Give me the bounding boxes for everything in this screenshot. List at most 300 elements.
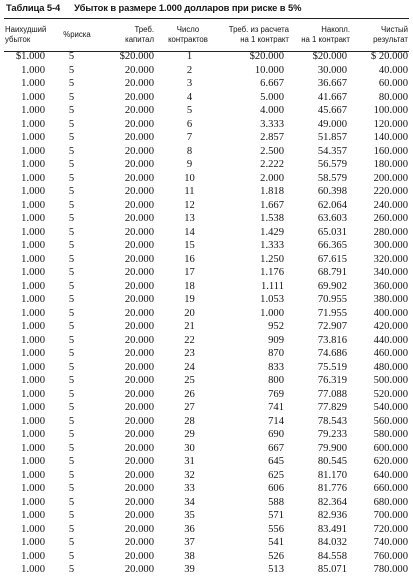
cell-contracts: 37 <box>184 537 195 548</box>
cell-net: 320.000 <box>373 253 408 265</box>
cell-accumulated: 75.519 <box>317 361 347 373</box>
cell-accumulated: 65.031 <box>317 226 347 238</box>
table-row <box>4 320 409 334</box>
cell-net: 760.000 <box>373 550 408 562</box>
cell-risk: 5 <box>68 321 75 332</box>
cell-capital: 20.000 <box>124 199 154 211</box>
cell-per-contract: 1.000 <box>260 307 284 319</box>
cell-per-contract: 909 <box>268 334 284 346</box>
cell-net: 720.000 <box>373 523 408 535</box>
cell-net: 360.000 <box>373 280 408 292</box>
cell-contracts: 28 <box>184 415 195 427</box>
cell-capital: 20.000 <box>124 510 154 521</box>
cell-risk: 5 <box>68 186 75 197</box>
cell-net: 740.000 <box>373 537 408 548</box>
cell-contracts: 15 <box>184 240 195 251</box>
cell-capital: 20.000 <box>124 388 154 400</box>
cell-capital: 20.000 <box>124 348 154 359</box>
table-row <box>4 469 409 483</box>
cell-contracts: 3 <box>186 78 193 89</box>
cell-per-contract: 526 <box>268 550 284 562</box>
cell-contracts: 32 <box>184 469 195 481</box>
table-row <box>4 118 409 132</box>
cell-accumulated: 82.364 <box>317 496 347 508</box>
cell-capital: 20.000 <box>124 334 154 346</box>
cell-loss: 1.000 <box>21 442 45 454</box>
table-row <box>4 77 409 91</box>
table-row <box>4 307 409 321</box>
cell-capital: 20.000 <box>124 456 154 467</box>
cell-loss: 1.000 <box>21 253 45 265</box>
cell-loss: 1.000 <box>21 564 45 575</box>
cell-contracts: 8 <box>186 145 193 157</box>
cell-capital: 20.000 <box>124 375 154 386</box>
cell-risk: 5 <box>68 172 75 184</box>
cell-per-contract: 625 <box>268 469 284 481</box>
cell-accumulated: 80.545 <box>317 456 347 467</box>
cell-per-contract: 1.250 <box>260 253 284 265</box>
cell-capital: 20.000 <box>124 280 154 292</box>
table-row <box>4 91 409 105</box>
cell-net: 640.000 <box>373 469 408 481</box>
cell-per-contract: 952 <box>268 321 284 332</box>
cell-net: 260.000 <box>373 213 408 224</box>
cell-capital: 20.000 <box>124 415 154 427</box>
cell-capital: 20.000 <box>124 78 154 89</box>
cell-risk: 5 <box>68 51 75 62</box>
cell-accumulated: 49.000 <box>317 118 347 130</box>
cell-accumulated: 85.071 <box>317 564 347 575</box>
cell-risk: 5 <box>68 118 75 130</box>
cell-loss: 1.000 <box>21 537 45 548</box>
cell-loss: 1.000 <box>21 186 45 197</box>
table-body <box>4 50 409 577</box>
table-row <box>4 64 409 78</box>
table-row <box>4 266 409 280</box>
cell-per-contract: 3.333 <box>260 118 284 130</box>
table-row <box>4 482 409 496</box>
cell-accumulated: 78.543 <box>317 415 347 427</box>
cell-per-contract: 1.053 <box>260 294 284 305</box>
cell-risk: 5 <box>68 213 75 224</box>
cell-net: 160.000 <box>373 145 408 157</box>
cell-contracts: 12 <box>184 199 195 211</box>
cell-accumulated: 81.776 <box>317 483 347 494</box>
cell-accumulated: 51.857 <box>317 132 347 143</box>
cell-loss: 1.000 <box>21 118 45 130</box>
cell-capital: 20.000 <box>124 469 154 481</box>
cell-loss: 1.000 <box>21 78 45 89</box>
cell-capital: 20.000 <box>124 483 154 494</box>
cell-risk: 5 <box>68 145 75 157</box>
cell-risk: 5 <box>68 442 75 454</box>
cell-net: 680.000 <box>373 496 408 508</box>
cell-per-contract: 606 <box>268 483 284 494</box>
cell-loss: 1.000 <box>21 280 45 292</box>
cell-accumulated: 58.579 <box>317 172 347 184</box>
cell-contracts: 36 <box>184 523 195 535</box>
cell-risk: 5 <box>68 105 75 116</box>
cell-per-contract: 2.857 <box>260 132 284 143</box>
cell-capital: 20.000 <box>124 118 154 130</box>
cell-accumulated: 56.579 <box>317 159 347 170</box>
cell-risk: 5 <box>68 199 75 211</box>
table-title: Убыток в размере 1.000 долларов при риске в 5% <box>74 2 302 13</box>
cell-capital: 20.000 <box>124 159 154 170</box>
cell-risk: 5 <box>68 375 75 386</box>
cell-risk: 5 <box>68 64 75 76</box>
cell-accumulated: 82.936 <box>317 510 347 521</box>
cell-accumulated: 66.365 <box>317 240 347 251</box>
cell-accumulated: 60.398 <box>317 186 347 197</box>
table-row <box>4 226 409 240</box>
cell-accumulated: $20.000 <box>312 51 347 62</box>
cell-contracts: 33 <box>184 483 195 494</box>
table-row <box>4 415 409 429</box>
cell-accumulated: 76.319 <box>317 375 347 386</box>
cell-contracts: 27 <box>184 402 195 413</box>
cell-contracts: 23 <box>184 348 195 359</box>
cell-accumulated: 62.064 <box>317 199 347 211</box>
table-row <box>4 509 409 523</box>
table-caption <box>6 2 301 16</box>
cell-contracts: 4 <box>186 91 193 103</box>
cell-net: 620.000 <box>373 456 408 467</box>
cell-per-contract: 1.429 <box>260 226 284 238</box>
cell-capital: 20.000 <box>124 321 154 332</box>
cell-loss: 1.000 <box>21 145 45 157</box>
cell-contracts: 35 <box>184 510 195 521</box>
cell-risk: 5 <box>68 415 75 427</box>
cell-loss: 1.000 <box>21 91 45 103</box>
cell-per-contract: 588 <box>268 496 284 508</box>
cell-risk: 5 <box>68 91 75 103</box>
cell-per-contract: 833 <box>268 361 284 373</box>
cell-per-contract: $20.000 <box>249 51 284 62</box>
cell-per-contract: 690 <box>268 429 284 440</box>
cell-net: 140.000 <box>373 132 408 143</box>
cell-loss: 1.000 <box>21 402 45 413</box>
top-rule <box>4 18 409 19</box>
cell-capital: 20.000 <box>124 253 154 265</box>
table-header <box>4 20 409 50</box>
cell-net: 660.000 <box>373 483 408 494</box>
cell-per-contract: 571 <box>268 510 284 521</box>
cell-capital: 20.000 <box>124 145 154 157</box>
risk-table <box>4 20 409 577</box>
cell-contracts: 18 <box>184 280 195 292</box>
table-row <box>4 563 409 577</box>
cell-loss: 1.000 <box>21 240 45 251</box>
table-row <box>4 172 409 186</box>
cell-risk: 5 <box>68 307 75 319</box>
cell-loss: 1.000 <box>21 550 45 562</box>
cell-risk: 5 <box>68 483 75 494</box>
cell-accumulated: 54.357 <box>317 145 347 157</box>
cell-risk: 5 <box>68 267 75 278</box>
cell-capital: 20.000 <box>124 294 154 305</box>
cell-net: 600.000 <box>373 442 408 454</box>
cell-risk: 5 <box>68 334 75 346</box>
cell-risk: 5 <box>68 496 75 508</box>
cell-contracts: 25 <box>184 375 195 386</box>
cell-net: 580.000 <box>373 429 408 440</box>
cell-contracts: 17 <box>184 267 195 278</box>
cell-accumulated: 68.791 <box>317 267 347 278</box>
table-row <box>4 239 409 253</box>
cell-net: 400.000 <box>373 307 408 319</box>
cell-contracts: 24 <box>184 361 195 373</box>
cell-capital: 20.000 <box>124 132 154 143</box>
cell-capital: 20.000 <box>124 496 154 508</box>
cell-risk: 5 <box>68 537 75 548</box>
cell-loss: 1.000 <box>21 159 45 170</box>
cell-loss: 1.000 <box>21 321 45 332</box>
cell-per-contract: 513 <box>268 564 284 575</box>
cell-accumulated: 74.686 <box>317 348 347 359</box>
cell-risk: 5 <box>68 78 75 89</box>
cell-loss: 1.000 <box>21 375 45 386</box>
table-row <box>4 253 409 267</box>
cell-loss: 1.000 <box>21 483 45 494</box>
cell-loss: 1.000 <box>21 469 45 481</box>
cell-capital: 20.000 <box>124 226 154 238</box>
cell-capital: 20.000 <box>124 429 154 440</box>
cell-capital: 20.000 <box>124 361 154 373</box>
cell-capital: 20.000 <box>124 267 154 278</box>
cell-risk: 5 <box>68 240 75 251</box>
cell-contracts: 31 <box>184 456 195 467</box>
cell-net: 340.000 <box>373 267 408 278</box>
table-row <box>4 212 409 226</box>
cell-net: 220.000 <box>373 186 408 197</box>
cell-risk: 5 <box>68 294 75 305</box>
cell-accumulated: 79.233 <box>317 429 347 440</box>
cell-accumulated: 77.088 <box>317 388 347 400</box>
table-row <box>4 199 409 213</box>
header-contracts: Число контрактов <box>168 25 208 44</box>
cell-per-contract: 5.000 <box>260 91 284 103</box>
header-per-contract: Треб. из расчета на 1 контракт <box>228 25 289 44</box>
cell-capital: 20.000 <box>124 523 154 535</box>
cell-loss: $1.000 <box>15 51 45 62</box>
table-row <box>4 361 409 375</box>
cell-contracts: 21 <box>184 321 195 332</box>
cell-accumulated: 79.900 <box>317 442 347 454</box>
cell-contracts: 20 <box>184 307 195 319</box>
cell-capital: $20.000 <box>119 51 154 62</box>
cell-net: 480.000 <box>373 361 408 373</box>
table-row <box>4 104 409 118</box>
cell-contracts: 14 <box>184 226 195 238</box>
cell-accumulated: 71.955 <box>317 307 347 319</box>
cell-capital: 20.000 <box>124 307 154 319</box>
cell-net: 520.000 <box>373 388 408 400</box>
cell-per-contract: 1.111 <box>260 280 284 292</box>
cell-capital: 20.000 <box>124 105 154 116</box>
cell-loss: 1.000 <box>21 510 45 521</box>
table-row <box>4 496 409 510</box>
cell-per-contract: 1.667 <box>260 199 284 211</box>
cell-accumulated: 77.829 <box>317 402 347 413</box>
cell-accumulated: 41.667 <box>317 91 347 103</box>
cell-loss: 1.000 <box>21 213 45 224</box>
cell-contracts: 16 <box>184 253 195 265</box>
table-row <box>4 347 409 361</box>
cell-net: 300.000 <box>373 240 408 251</box>
cell-loss: 1.000 <box>21 429 45 440</box>
cell-contracts: 1 <box>186 51 193 62</box>
cell-per-contract: 800 <box>268 375 284 386</box>
cell-net: 420.000 <box>373 321 408 332</box>
cell-net: 440.000 <box>373 334 408 346</box>
table-row <box>4 442 409 456</box>
cell-contracts: 29 <box>184 429 195 440</box>
cell-contracts: 7 <box>186 132 193 143</box>
cell-loss: 1.000 <box>21 334 45 346</box>
table-row <box>4 536 409 550</box>
cell-per-contract: 870 <box>268 348 284 359</box>
cell-accumulated: 73.816 <box>317 334 347 346</box>
cell-accumulated: 45.667 <box>317 105 347 116</box>
cell-loss: 1.000 <box>21 361 45 373</box>
cell-loss: 1.000 <box>21 132 45 143</box>
cell-contracts: 26 <box>184 388 195 400</box>
table-row <box>4 334 409 348</box>
cell-contracts: 10 <box>184 172 195 184</box>
cell-risk: 5 <box>68 564 75 575</box>
cell-loss: 1.000 <box>21 199 45 211</box>
cell-contracts: 11 <box>184 186 195 197</box>
cell-loss: 1.000 <box>21 172 45 184</box>
cell-net: 40.000 <box>378 64 408 76</box>
header-loss: Наихудший убыток <box>5 25 47 44</box>
cell-capital: 20.000 <box>124 402 154 413</box>
cell-per-contract: 741 <box>268 402 284 413</box>
table-row <box>4 401 409 415</box>
cell-per-contract: 714 <box>268 415 284 427</box>
cell-capital: 20.000 <box>124 64 154 76</box>
table-row <box>4 145 409 159</box>
cell-accumulated: 30.000 <box>317 64 347 76</box>
cell-contracts: 6 <box>186 118 193 130</box>
cell-per-contract: 2.222 <box>260 159 284 170</box>
cell-net: 280.000 <box>373 226 408 238</box>
cell-per-contract: 556 <box>268 523 284 535</box>
cell-contracts: 30 <box>184 442 195 454</box>
table-row <box>4 455 409 469</box>
cell-per-contract: 1.818 <box>260 186 284 197</box>
cell-accumulated: 69.902 <box>317 280 347 292</box>
cell-capital: 20.000 <box>124 537 154 548</box>
cell-risk: 5 <box>68 159 75 170</box>
cell-loss: 1.000 <box>21 496 45 508</box>
table-row <box>4 374 409 388</box>
cell-net: 60.000 <box>378 78 408 89</box>
cell-risk: 5 <box>68 550 75 562</box>
table-row <box>4 50 409 64</box>
cell-accumulated: 70.955 <box>317 294 347 305</box>
cell-risk: 5 <box>68 429 75 440</box>
cell-net: 100.000 <box>373 105 408 116</box>
cell-contracts: 34 <box>184 496 195 508</box>
cell-risk: 5 <box>68 226 75 238</box>
header-row <box>4 20 409 50</box>
cell-net: 380.000 <box>373 294 408 305</box>
cell-contracts: 13 <box>184 213 195 224</box>
cell-risk: 5 <box>68 388 75 400</box>
cell-per-contract: 1.538 <box>260 213 284 224</box>
cell-loss: 1.000 <box>21 105 45 116</box>
cell-accumulated: 83.491 <box>317 523 347 535</box>
cell-capital: 20.000 <box>124 186 154 197</box>
cell-per-contract: 645 <box>268 456 284 467</box>
cell-risk: 5 <box>68 348 75 359</box>
cell-per-contract: 4.000 <box>260 105 284 116</box>
table-row <box>4 428 409 442</box>
cell-net: 80.000 <box>378 91 408 103</box>
cell-per-contract: 1.176 <box>260 267 284 278</box>
cell-risk: 5 <box>68 469 75 481</box>
cell-risk: 5 <box>68 132 75 143</box>
cell-risk: 5 <box>68 510 75 521</box>
header-capital: Треб. капитал <box>125 25 154 44</box>
cell-loss: 1.000 <box>21 307 45 319</box>
cell-accumulated: 63.603 <box>317 213 347 224</box>
cell-per-contract: 667 <box>268 442 284 454</box>
table-row <box>4 185 409 199</box>
cell-accumulated: 72.907 <box>317 321 347 332</box>
cell-contracts: 5 <box>186 105 193 116</box>
cell-per-contract: 10.000 <box>254 64 284 76</box>
cell-accumulated: 84.032 <box>317 537 347 548</box>
table-row <box>4 293 409 307</box>
table-row <box>4 550 409 564</box>
cell-per-contract: 769 <box>268 388 284 400</box>
cell-capital: 20.000 <box>124 564 154 575</box>
cell-risk: 5 <box>68 253 75 265</box>
table-row <box>4 280 409 294</box>
cell-net: 700.000 <box>373 510 408 521</box>
cell-net: 780.000 <box>373 564 408 575</box>
header-net: Чистый результат <box>373 25 408 44</box>
cell-loss: 1.000 <box>21 64 45 76</box>
cell-net: 200.000 <box>373 172 408 184</box>
cell-capital: 20.000 <box>124 442 154 454</box>
cell-loss: 1.000 <box>21 456 45 467</box>
cell-net: 560.000 <box>373 415 408 427</box>
cell-loss: 1.000 <box>21 294 45 305</box>
cell-contracts: 39 <box>184 564 195 575</box>
cell-capital: 20.000 <box>124 213 154 224</box>
cell-accumulated: 36.667 <box>317 78 347 89</box>
cell-net: 540.000 <box>373 402 408 413</box>
cell-risk: 5 <box>68 523 75 535</box>
cell-risk: 5 <box>68 456 75 467</box>
cell-per-contract: 6.667 <box>260 78 284 89</box>
cell-risk: 5 <box>68 280 75 292</box>
cell-per-contract: 1.333 <box>260 240 284 251</box>
header-risk: %риска <box>63 30 91 39</box>
table-label: Таблица 5-4 <box>6 2 61 13</box>
cell-loss: 1.000 <box>21 267 45 278</box>
table-row <box>4 131 409 145</box>
cell-net: 460.000 <box>373 348 408 359</box>
table-row <box>4 388 409 402</box>
cell-loss: 1.000 <box>21 226 45 238</box>
cell-loss: 1.000 <box>21 388 45 400</box>
cell-accumulated: 67.615 <box>317 253 347 265</box>
